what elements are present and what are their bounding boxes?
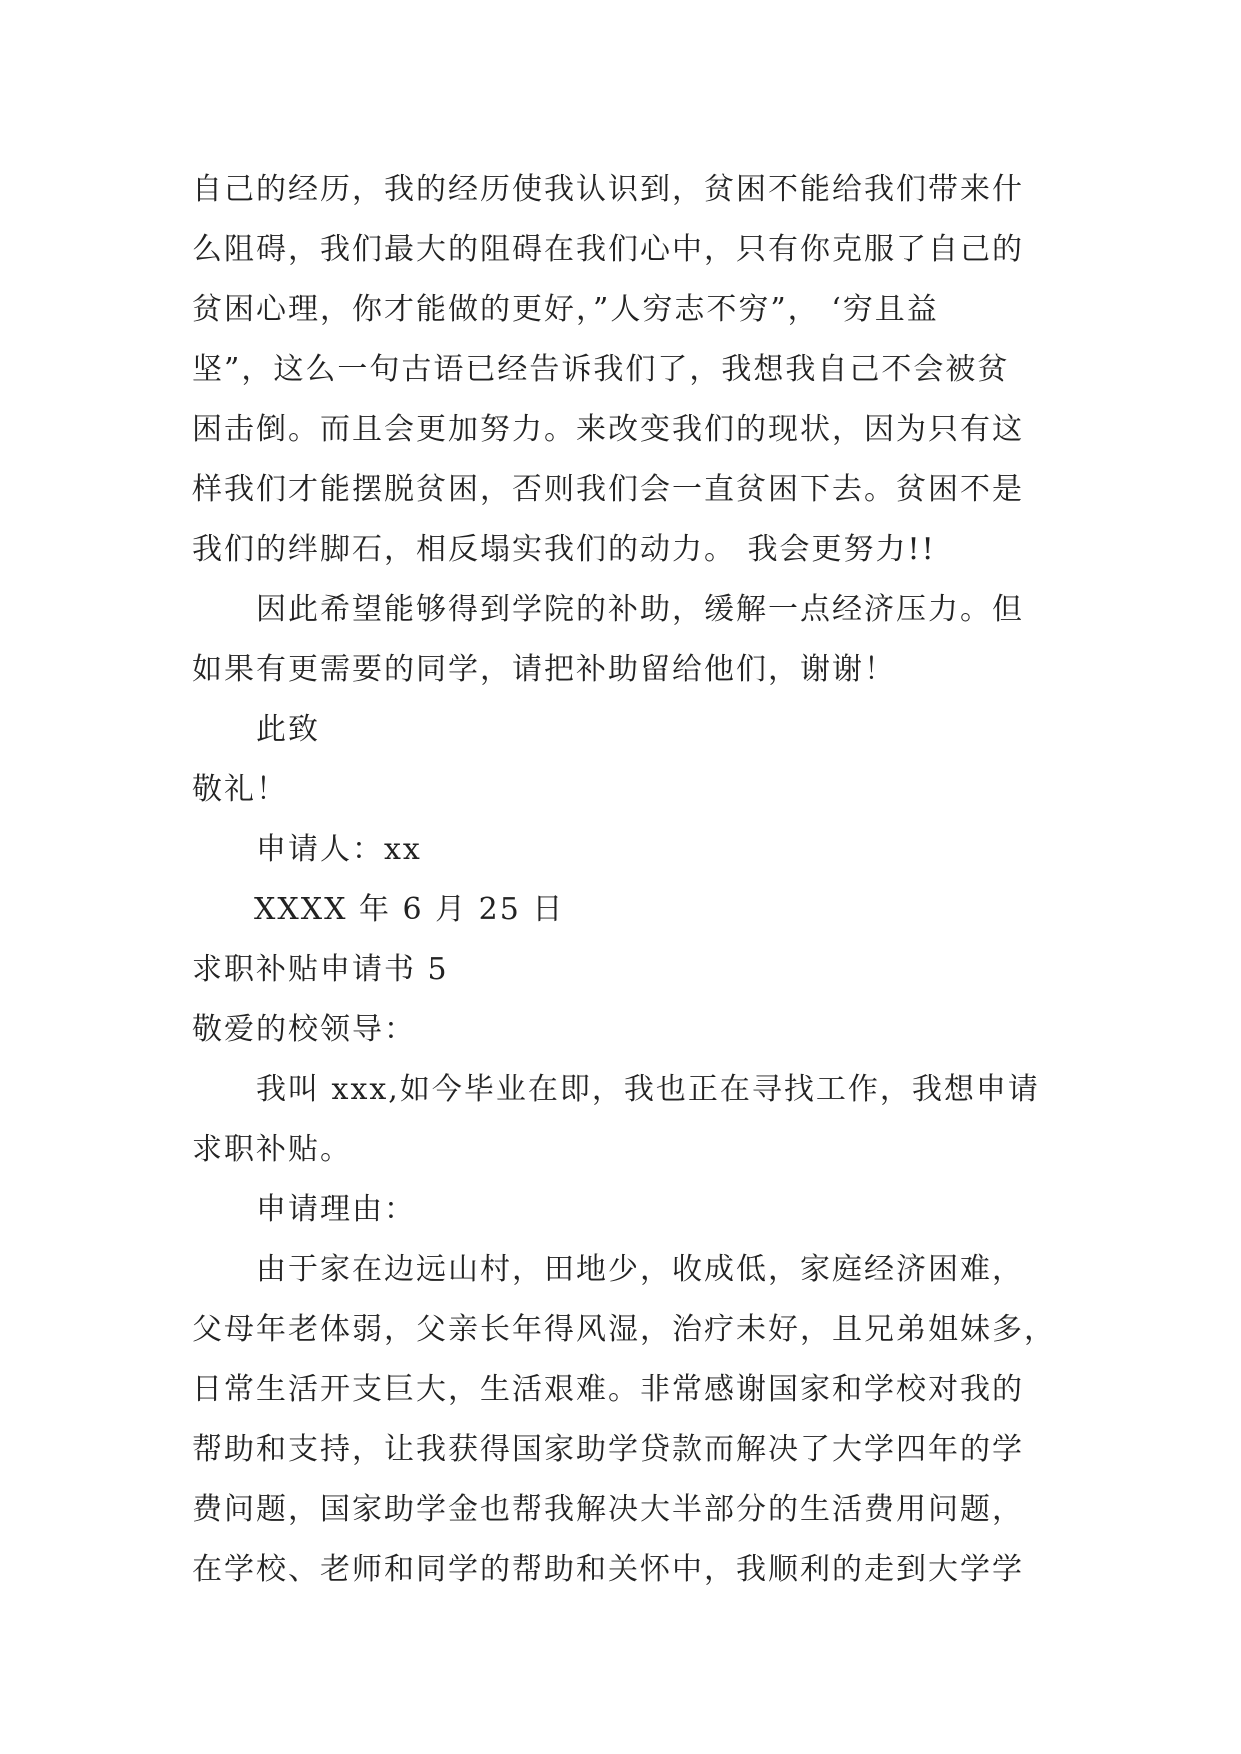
text-line: 我们的绊脚石，相反塌实我们的动力。 我会更努力!! — [192, 532, 936, 567]
document-page — [192, 160, 1072, 1600]
text-line: 费问题，国家助学金也帮我解决大半部分的生活费用问题， — [192, 1492, 1024, 1527]
text-line: 求职补贴。 — [192, 1132, 352, 1167]
salutation-jing-li: 敬礼！ — [192, 772, 288, 807]
text-line: 在学校、老师和同学的帮助和关怀中，我顺利的走到大学学 — [192, 1552, 1024, 1587]
paragraph-start-line: 我叫 xxx,如今毕业在即，我也正在寻找工作，我想申请 — [256, 1072, 1040, 1107]
paragraph-start-line: 因此希望能够得到学院的补助，缓解一点经济压力。但 — [256, 592, 1024, 627]
reason-heading: 申请理由： — [256, 1192, 416, 1227]
text-line: 日常生活开支巨大，生活艰难。非常感谢国家和学校对我的 — [192, 1372, 1024, 1407]
text-line: 自己的经历，我的经历使我认识到，贫困不能给我们带来什 — [192, 172, 1024, 207]
text-line: 贫困心理，你才能做的更好，”人穷志不穷”， ‘穷且益 — [192, 292, 939, 327]
text-line: 样我们才能摆脱贫困，否则我们会一直贫困下去。贫困不是 — [192, 472, 1024, 507]
applicant-line: 申请人：xx — [256, 832, 422, 867]
text-line: 困击倒。而且会更加努力。来改变我们的现状，因为只有这 — [192, 412, 1024, 447]
section-title: 求职补贴申请书 5 — [192, 952, 449, 987]
date-line: XXXX 年 6 月 25 日 — [254, 892, 565, 927]
salutation-ci-zhi: 此致 — [256, 712, 320, 747]
greeting-line: 敬爱的校领导： — [192, 1012, 416, 1047]
text-line: 帮助和支持，让我获得国家助学贷款而解决了大学四年的学 — [192, 1432, 1024, 1467]
text-line: 父母年老体弱，父亲长年得风湿，治疗未好，且兄弟姐妹多， — [192, 1312, 1056, 1347]
text-line: 如果有更需要的同学，请把补助留给他们，谢谢！ — [192, 652, 896, 687]
text-line: 坚”，这么一句古语已经告诉我们了，我想我自己不会被贫 — [192, 352, 1010, 387]
text-line: 么阻碍，我们最大的阻碍在我们心中，只有你克服了自己的 — [192, 232, 1024, 267]
paragraph-start-line: 由于家在边远山村，田地少，收成低，家庭经济困难， — [256, 1252, 1024, 1287]
